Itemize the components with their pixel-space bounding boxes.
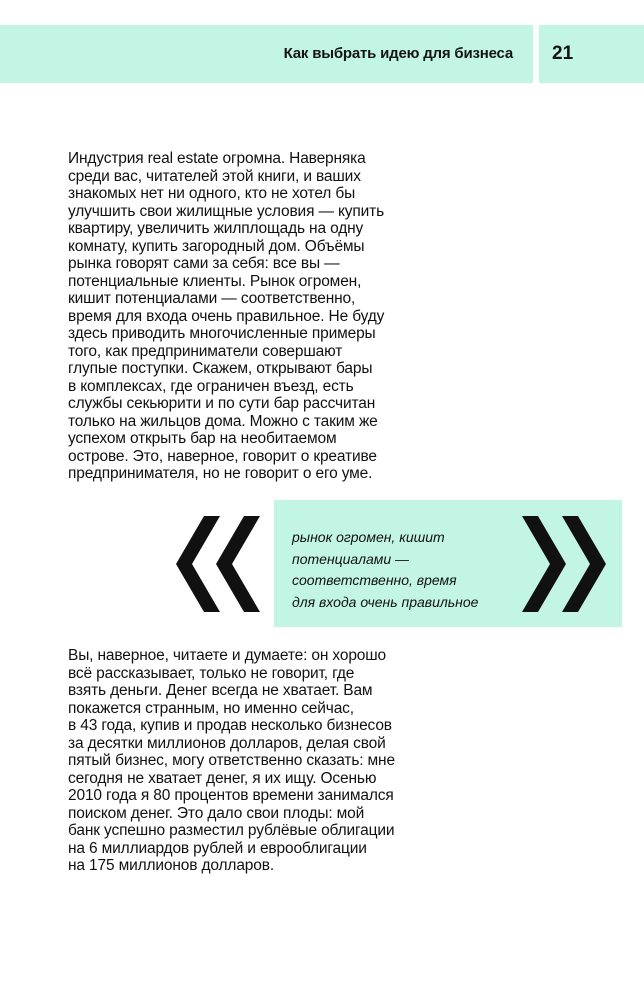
page-number-box <box>539 25 644 83</box>
running-header <box>0 25 533 83</box>
body-paragraph-2: Вы, наверное, читаете и думаете: он хорошо всё рассказывает, только не говорит, где взять деньги. Денег всегда не хватает. Вам покажется странным, но именно сейчас, в 43 года, купив и продав несколько бизнесов за десятки миллионов долларов, делая свой пятый бизнес, могу ответственно сказать: мне сегодня не хватает денег, я их ищу. Осенью 2010 года я 80 процентов времени занимался поиском денег. Это дало свои плоды: мой банк успешно разместил рублёвые облигации на 6 миллиардов рублей и еврооблигации на 175 миллионов долларов. <box>68 647 395 874</box>
page-number: 21 <box>552 43 574 64</box>
close-quote-icon <box>522 516 608 612</box>
pull-quote-text: рынок огромен, кишит потенциалами — соответственно, время для входа очень правильное <box>292 529 479 610</box>
open-quote-icon <box>176 516 262 612</box>
body-paragraph-1: Индустрия real estate огромна. Наверняка среди вас, читателей этой книги, и ваших знакомых нет ни одного, кто не хотел бы улучшить свои жилищные условия — купить квартиру, увеличить жилплощадь на одну комнату, купить загородный дом. Объёмы рынка говорят сами за себя: все вы — потенциальные клиенты. Рынок огромен, кишит потенциалами — соответственно, время для входа очень правильное. Не буду здесь приводить многочисленные примеры того, как предприниматели совершают глупые поступки. Скажем, открывают бары в комплексах, где ограничен въезд, есть службы секьюрити и по сути бар рассчитан только на жильцов дома. Можно с таким же успехом открыть бар на необитаемом острове. Это, наверное, говорит о креативе предпринимателя, но не говорит о его уме. <box>68 150 385 482</box>
chapter-title: Как выбрать идею для бизнеса <box>283 45 513 62</box>
